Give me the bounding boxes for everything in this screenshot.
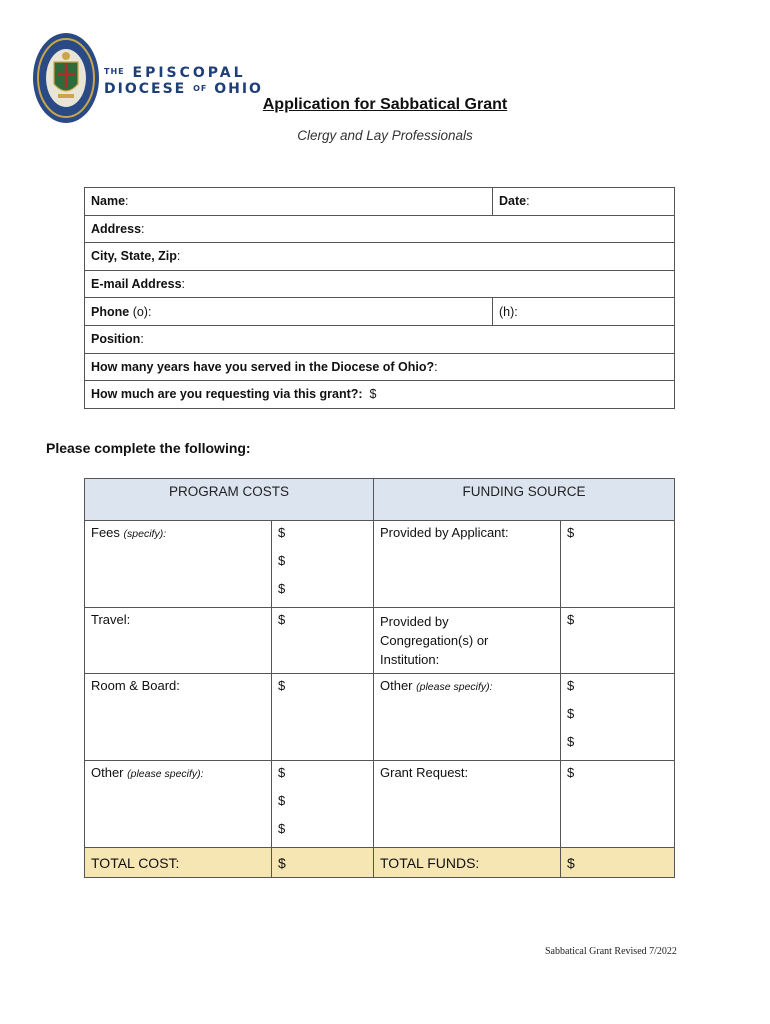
page-subtitle: Clergy and Lay Professionals — [297, 128, 473, 143]
other-cost-amount[interactable]: $ $ $ — [272, 761, 374, 848]
years-served-field[interactable]: How many years have you served in the Diocese of Ohio?: — [85, 353, 675, 381]
section-heading: Please complete the following: — [46, 440, 251, 456]
room-board-amount[interactable]: $ — [272, 674, 374, 761]
travel-amount[interactable]: $ — [272, 608, 374, 674]
name-field[interactable]: Name: — [85, 188, 493, 216]
grant-request-amount[interactable]: $ — [561, 761, 675, 848]
costs-funding-table — [84, 478, 675, 878]
total-cost-label: TOTAL COST: — [85, 848, 272, 878]
grant-amount-field[interactable]: How much are you requesting via this grant?: $ — [85, 381, 675, 409]
total-funds-amount[interactable]: $ — [561, 848, 675, 878]
room-board-label: Room & Board: — [85, 674, 272, 761]
funding-source-header: FUNDING SOURCE — [374, 479, 675, 521]
org-the: THE — [104, 67, 125, 76]
total-cost-amount[interactable]: $ — [272, 848, 374, 878]
fees-label: Fees (specify): — [85, 521, 272, 608]
other-funding-label: Other (please specify): — [374, 674, 561, 761]
email-field[interactable]: E-mail Address: — [85, 270, 675, 298]
phone-office-field[interactable]: Phone (o): — [85, 298, 493, 326]
date-field[interactable]: Date: — [493, 188, 675, 216]
provided-applicant-label: Provided by Applicant: — [374, 521, 561, 608]
total-funds-label: TOTAL FUNDS: — [374, 848, 561, 878]
diocese-name — [104, 64, 263, 97]
applicant-info-table — [84, 187, 675, 409]
grant-request-label: Grant Request: — [374, 761, 561, 848]
page-title: Application for Sabbatical Grant — [262, 96, 508, 113]
phone-home-field[interactable]: (h): — [493, 298, 675, 326]
city-state-zip-field[interactable]: City, State, Zip: — [85, 243, 675, 271]
other-cost-label: Other (please specify): — [85, 761, 272, 848]
org-of: OF — [193, 84, 208, 93]
revision-footer: Sabbatical Grant Revised 7/2022 — [545, 946, 677, 957]
address-field[interactable]: Address: — [85, 215, 675, 243]
travel-label: Travel: — [85, 608, 272, 674]
other-funding-amount[interactable]: $ $ $ — [561, 674, 675, 761]
fees-amount[interactable]: $ $ $ — [272, 521, 374, 608]
provided-applicant-amount[interactable]: $ — [561, 521, 675, 608]
org-episcopal: EPISCOPAL — [132, 65, 246, 81]
position-field[interactable]: Position: — [85, 325, 675, 353]
provided-congregation-amount[interactable]: $ — [561, 608, 675, 674]
org-diocese: DIOCESE — [104, 81, 187, 97]
org-ohio: OHIO — [214, 81, 263, 97]
program-costs-header: PROGRAM COSTS — [85, 479, 374, 521]
provided-congregation-label: Provided by Congregation(s) or Institution: — [374, 608, 561, 674]
